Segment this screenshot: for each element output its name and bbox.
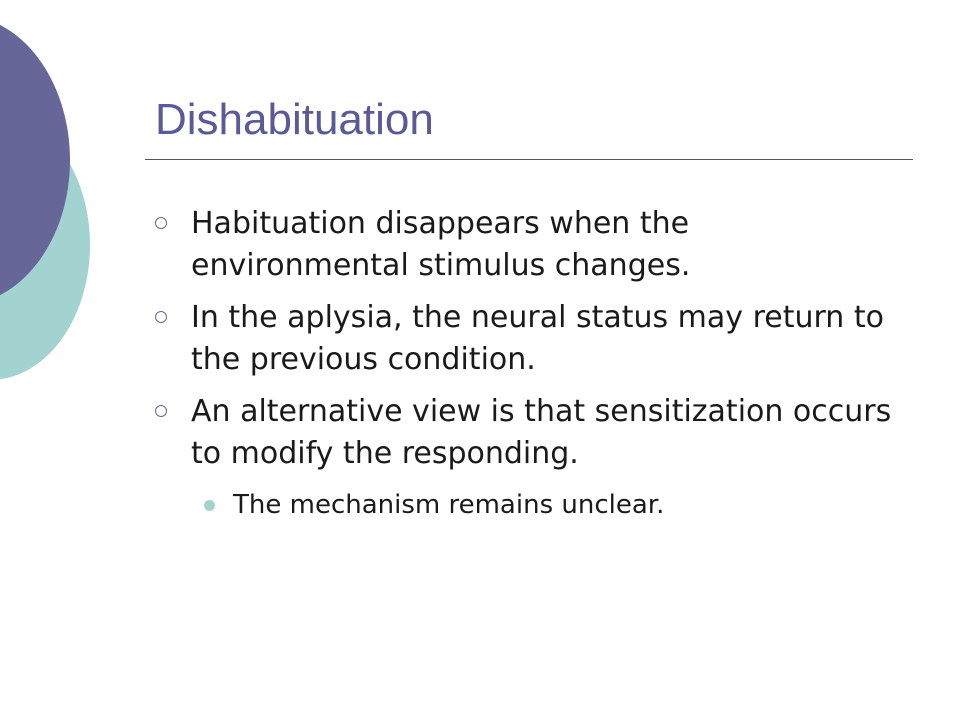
hollow-circle-icon — [155, 405, 167, 417]
bullet-item — [155, 391, 895, 475]
hollow-circle-icon — [155, 311, 167, 323]
bullet-text: An alternative view is that sensitization occurs to modify the responding. — [191, 394, 892, 471]
bullet-text: Habituation disappears when the environmental stimulus changes. — [191, 206, 691, 283]
filled-dot-icon — [204, 500, 215, 511]
bullet-item — [155, 297, 895, 381]
slide-title: Dishabituation — [155, 95, 434, 144]
sub-bullet-item — [155, 485, 895, 525]
bullet-text: In the aplysia, the neural status may return to the previous condition. — [191, 300, 884, 377]
slide-body — [155, 203, 895, 525]
hollow-circle-icon — [155, 217, 167, 229]
sub-bullet-text: The mechanism remains unclear. — [233, 490, 665, 520]
bullet-item — [155, 203, 895, 287]
title-divider — [145, 159, 913, 160]
